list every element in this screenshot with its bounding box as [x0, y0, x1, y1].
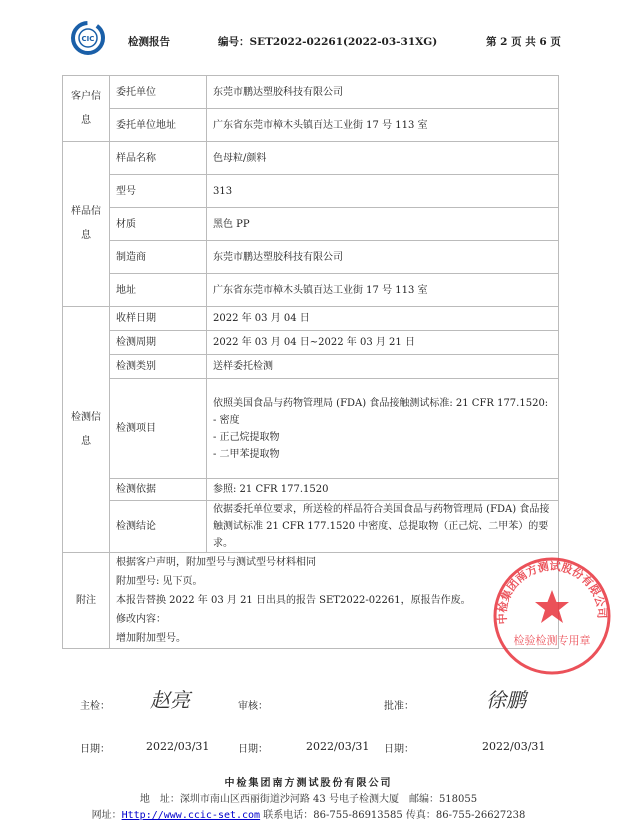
report-table	[62, 75, 559, 649]
signature-date: 2022/03/31	[146, 740, 210, 753]
field-label: 委托单位	[110, 76, 207, 109]
field-label: 检测项目	[110, 379, 207, 479]
table-row	[63, 355, 559, 379]
field-value: 黑色 PP	[207, 208, 559, 241]
field-label: 材质	[110, 208, 207, 241]
field-value: 送样委托检测	[207, 355, 559, 379]
table-row	[63, 175, 559, 208]
notes-label: 附注	[63, 553, 110, 649]
field-label: 地址	[110, 274, 207, 307]
signature-role: 审核：	[238, 701, 268, 712]
table-row	[63, 479, 559, 501]
date-label: 日期：	[80, 744, 110, 755]
notes-row	[63, 553, 559, 649]
table-row	[63, 307, 559, 331]
field-value: 东莞市鹏达塑胶科技有限公司	[207, 76, 559, 109]
field-label: 检测依据	[110, 479, 207, 501]
table-row	[63, 379, 559, 479]
field-label: 检测类别	[110, 355, 207, 379]
cic-logo	[70, 20, 106, 56]
table-row	[63, 208, 559, 241]
footer-company: 中检集团南方测试股份有限公司	[224, 778, 393, 789]
footer-address: 地 址：深圳市南山区西丽街道沙河路 43 号电子检测大厦 邮编：518055	[139, 794, 478, 805]
date-label: 日期：	[384, 744, 414, 755]
field-value: 313	[207, 175, 559, 208]
sample-section-label: 样品信息	[63, 142, 110, 307]
web-label: 网址：	[91, 810, 122, 821]
note-line: 本报告替换 2022 年 03 月 21 日出具的报告 SET2022-02261，原报告作废。	[116, 595, 471, 606]
field-value: 2022 年 03 月 04 日	[207, 307, 559, 331]
field-value: 东莞市鹏达塑胶科技有限公司	[207, 241, 559, 274]
field-label: 检测周期	[110, 331, 207, 355]
field-label: 样品名称	[110, 142, 207, 175]
stamp-sub-text: 检验检测专用章	[513, 634, 591, 647]
stamp-ring-text: 中检集团南方测试股份有限公司	[495, 559, 609, 625]
note-line: 根据客户声明，附加型号与测试型号材料相同	[116, 557, 316, 568]
signature-role: 批准：	[384, 701, 414, 712]
signature-date: 2022/03/31	[306, 740, 370, 753]
field-label: 收样日期	[110, 307, 207, 331]
test-section-label: 检测信息	[63, 307, 110, 553]
table-row	[63, 241, 559, 274]
field-value: 依据委托单位要求，所送检的样品符合美国食品与药物管理局 (FDA) 食品接触测试标准 21 CFR 177.1520 中密度、总提取物（正己烷、二甲苯）的要求。	[207, 501, 559, 553]
doc-title: 检测报告	[128, 36, 170, 48]
note-line: 增加附加型号。	[116, 633, 186, 644]
stamp-star-icon	[535, 590, 569, 623]
website-link[interactable]: Http://www.ccic-set.com	[121, 810, 261, 821]
customer-section-label: 客户信息	[63, 76, 110, 142]
note-line: 附加型号: 见下页。	[116, 576, 203, 587]
field-value-line: - 密度	[213, 414, 240, 426]
page-number: 第 2 页 共 6 页	[486, 36, 561, 48]
footer-contact	[0, 806, 617, 821]
field-label: 型号	[110, 175, 207, 208]
table-row	[63, 274, 559, 307]
field-label: 检测结论	[110, 501, 207, 553]
field-value: 广东省东莞市樟木头镇百达工业街 17 号 113 室	[207, 109, 559, 142]
logo-text: CIC	[81, 35, 95, 43]
contact-info: 联系电话：86-755-86913585 传真：86-755-26627238	[260, 810, 526, 821]
date-label: 日期：	[238, 744, 268, 755]
table-row	[63, 501, 559, 553]
signature-date: 2022/03/31	[482, 740, 546, 753]
field-label: 委托单位地址	[110, 109, 207, 142]
field-value: 色母粒/颜料	[207, 142, 559, 175]
official-stamp	[492, 556, 612, 676]
handwritten-signature: 赵亮	[150, 688, 190, 712]
field-value	[207, 379, 559, 479]
table-row	[63, 76, 559, 109]
field-value-line: - 二甲苯提取物	[213, 448, 280, 460]
signature-role: 主检：	[80, 701, 110, 712]
field-value: 2022 年 03 月 04 日~2022 年 03 月 21 日	[207, 331, 559, 355]
table-row	[63, 331, 559, 355]
table-row	[63, 142, 559, 175]
field-label: 制造商	[110, 241, 207, 274]
report-number: 编号：SET2022-02261(2022-03-31XG)	[218, 36, 438, 48]
field-value: 广东省东莞市樟木头镇百达工业街 17 号 113 室	[207, 274, 559, 307]
field-value-line: - 正己烷提取物	[213, 431, 280, 443]
field-value: 参照: 21 CFR 177.1520	[207, 479, 559, 501]
field-value-line: 依照美国食品与药物管理局 (FDA) 食品接触测试标准: 21 CFR 177.1520:	[213, 397, 549, 409]
table-row	[63, 109, 559, 142]
handwritten-signature: 徐鹏	[486, 688, 526, 712]
note-line: 修改内容：	[116, 614, 166, 625]
